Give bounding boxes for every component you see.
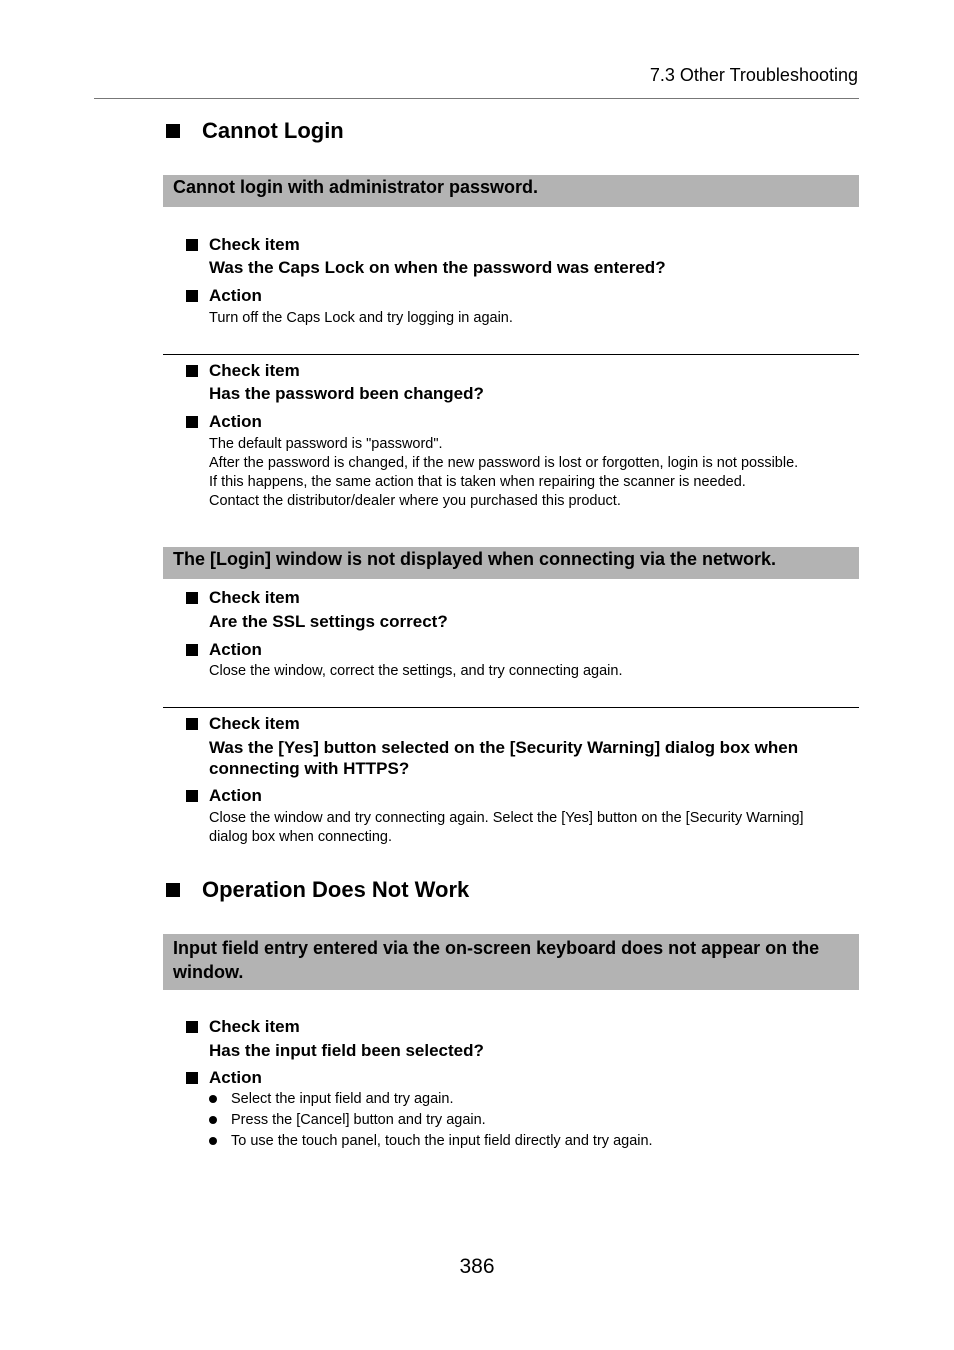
action-line: Turn off the Caps Lock and try logging in again. — [209, 310, 513, 326]
action-label — [186, 1068, 262, 1088]
check-item-label — [186, 588, 300, 608]
square-bullet-icon — [186, 416, 198, 428]
check-question: Has the password been changed? — [209, 384, 484, 403]
check-item-text: Check item — [209, 361, 300, 380]
action-bullet-item — [209, 1112, 486, 1128]
action-text: Action — [209, 412, 262, 431]
bullet-text: Select the input field and try again. — [231, 1091, 454, 1107]
section-heading-cannot-login — [163, 118, 344, 144]
action-label — [186, 412, 262, 432]
bullet-dot-icon — [209, 1116, 217, 1124]
check-question: Has the input field been selected? — [209, 1041, 484, 1060]
action-bullet-item — [209, 1091, 453, 1107]
problem-band-onscreen-keyboard — [163, 934, 859, 990]
square-bullet-icon — [186, 718, 198, 730]
entry-divider — [163, 707, 859, 708]
entry-divider — [163, 354, 859, 355]
bullet-text: To use the touch panel, touch the input field directly and try again. — [231, 1133, 653, 1149]
action-label — [186, 640, 262, 660]
problem-band-login-window — [163, 547, 859, 579]
action-line: Close the window and try connecting again. Select the [Yes] button on the [Security Warning] dialog box when connecting. — [209, 810, 804, 845]
problem-title: The [Login] window is not displayed when connecting via the network. — [173, 549, 777, 569]
check-item-text: Check item — [209, 235, 300, 254]
check-item-label — [186, 1017, 300, 1037]
section-heading-text: Cannot Login — [202, 118, 344, 143]
header-divider — [94, 98, 859, 99]
check-item-text: Check item — [209, 1017, 300, 1036]
square-bullet-icon — [186, 290, 198, 302]
action-text: Action — [209, 640, 262, 659]
action-line: After the password is changed, if the new password is lost or forgotten, login is not possible. — [209, 455, 799, 471]
running-header: 7.3 Other Troubleshooting — [649, 65, 858, 85]
check-item-label — [186, 235, 300, 255]
action-text: Action — [209, 286, 262, 305]
square-bullet-icon — [186, 1072, 198, 1084]
action-text: Action — [209, 786, 262, 805]
square-bullet-icon — [186, 239, 198, 251]
square-bullet-icon — [186, 1021, 198, 1033]
check-item-text: Check item — [209, 714, 300, 733]
problem-title: Input field entry entered via the on-screen keyboard does not appear on the window. — [173, 938, 820, 982]
check-item-label — [186, 361, 300, 381]
section-heading-operation — [163, 877, 469, 903]
action-line: If this happens, the same action that is taken when repairing the scanner is needed. — [209, 474, 746, 490]
check-question: Are the SSL settings correct? — [209, 612, 448, 631]
problem-band-admin-password — [163, 175, 859, 207]
bullet-dot-icon — [209, 1137, 217, 1145]
square-bullet-icon — [166, 124, 180, 138]
action-label — [186, 786, 262, 806]
check-item-label — [186, 714, 300, 734]
action-bullet-item — [209, 1133, 653, 1149]
square-bullet-icon — [186, 365, 198, 377]
square-bullet-icon — [166, 883, 180, 897]
check-item-text: Check item — [209, 588, 300, 607]
check-question: Was the Caps Lock on when the password was entered? — [209, 258, 666, 277]
check-question: Was the [Yes] button selected on the [Security Warning] dialog box when connecting with HTTPS? — [209, 738, 799, 778]
action-line: The default password is "password". — [209, 436, 443, 452]
square-bullet-icon — [186, 644, 198, 656]
problem-title: Cannot login with administrator password. — [173, 177, 539, 197]
square-bullet-icon — [186, 592, 198, 604]
section-heading-text: Operation Does Not Work — [202, 877, 470, 902]
action-line: Contact the distributor/dealer where you purchased this product. — [209, 493, 621, 509]
page-number: 386 — [459, 1255, 495, 1278]
action-text: Action — [209, 1068, 262, 1087]
action-line: Close the window, correct the settings, and try connecting again. — [209, 663, 623, 679]
square-bullet-icon — [186, 790, 198, 802]
bullet-dot-icon — [209, 1095, 217, 1103]
bullet-text: Press the [Cancel] button and try again. — [231, 1112, 486, 1128]
action-label — [186, 286, 262, 306]
